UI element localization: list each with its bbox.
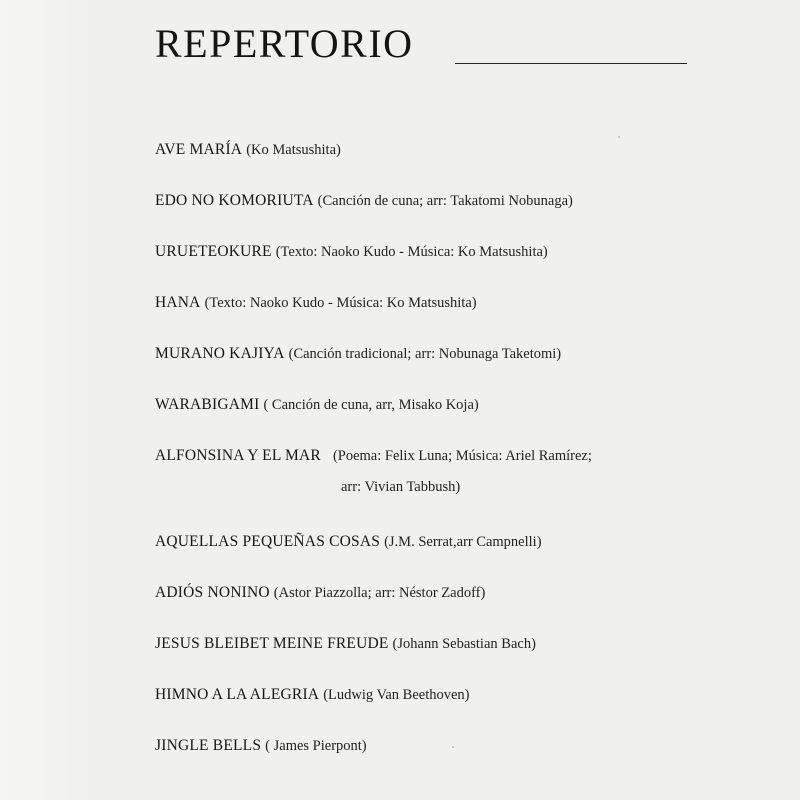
- song-title: JESUS BLEIBET MEINE FREUDE: [155, 635, 389, 652]
- song-title: JINGLE BELLS: [155, 737, 262, 754]
- page-edge-shade: [0, 0, 112, 800]
- song-title: AVE MARÍA: [155, 141, 243, 158]
- song-credit: (Astor Piazzolla; arr: Néstor Zadoff): [273, 585, 486, 601]
- song-title: WARABIGAMI: [155, 396, 260, 413]
- song-credit: ( James Pierpont): [265, 738, 367, 754]
- song-credit: ( Canción de cuna, arr, Misako Koja): [263, 397, 479, 413]
- list-item: [155, 191, 592, 242]
- song-title: HIMNO A LA ALEGRIA: [155, 686, 320, 703]
- title-underline-rule: [455, 63, 687, 64]
- song-title: ALFONSINA Y EL MAR: [155, 447, 321, 464]
- song-title: EDO NO KOMORIUTA: [155, 192, 314, 209]
- list-item: [155, 532, 592, 583]
- list-item: [155, 344, 592, 395]
- list-item: [155, 140, 592, 191]
- song-title: HANA: [155, 294, 201, 311]
- list-item: [155, 583, 592, 634]
- list-item: [155, 293, 592, 344]
- paper-speck: [618, 136, 620, 138]
- song-credit: (Texto: Naoko Kudo - Música: Ko Matsushita): [204, 295, 477, 311]
- list-item: [155, 634, 592, 685]
- song-credit: (Ko Matsushita): [246, 142, 341, 158]
- song-credit: (Ludwig Van Beethoven): [323, 687, 470, 703]
- list-item: [155, 242, 592, 293]
- list-item: [155, 395, 592, 446]
- song-credit-continuation: arr: Vivian Tabbush): [341, 479, 461, 495]
- song-credit: (Johann Sebastian Bach): [392, 636, 536, 652]
- song-title: AQUELLAS PEQUEÑAS COSAS: [155, 533, 381, 550]
- song-credit: (Texto: Naoko Kudo - Música: Ko Matsushita): [275, 244, 548, 260]
- song-credit: (J.M. Serrat,arr Campnelli): [384, 534, 542, 550]
- song-title: MURANO KAJIYA: [155, 345, 285, 362]
- list-item: [155, 736, 592, 787]
- list-item: [155, 685, 592, 736]
- song-credit: (Poema: Felix Luna; Música: Ariel Ramírez;: [332, 448, 592, 464]
- page-title: REPERTORIO: [155, 21, 414, 66]
- song-title: ADIÓS NONINO: [155, 584, 270, 601]
- song-title: URUETEOKURE: [155, 243, 272, 260]
- repertoire-list: [155, 140, 592, 787]
- song-credit: (Canción tradicional; arr: Nobunaga Taketomi): [288, 346, 562, 362]
- list-item: [155, 446, 592, 532]
- paper-speck: [452, 746, 454, 748]
- song-credit: (Canción de cuna; arr: Takatomi Nobunaga): [317, 193, 573, 209]
